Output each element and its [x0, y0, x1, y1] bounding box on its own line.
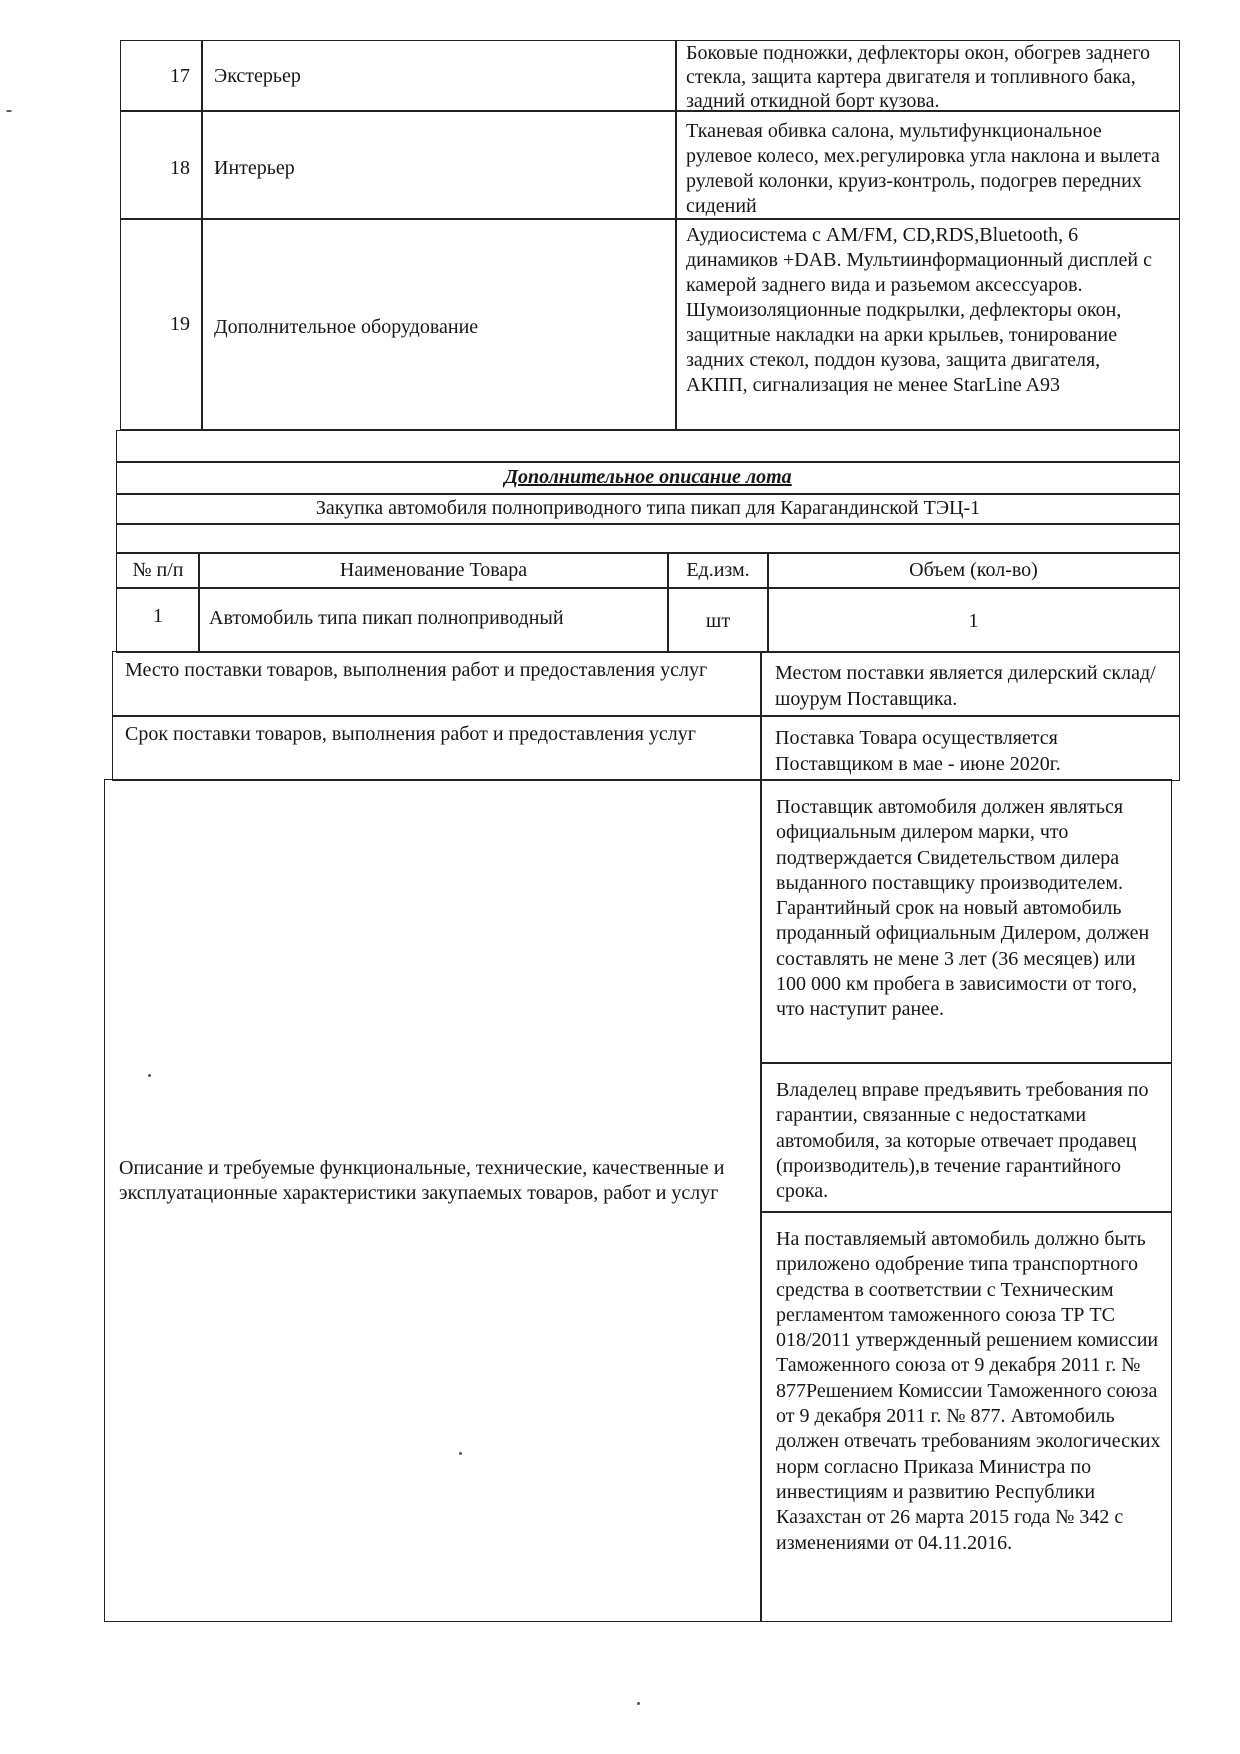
- feature-description-cell: [675, 40, 1180, 112]
- scan-speck: [148, 1074, 151, 1077]
- goods-qty: 1: [968, 610, 979, 632]
- spec-value-cell: [760, 1211, 1172, 1622]
- place-label: Место поставки товаров, выполнения работ и предоставления услуг: [125, 659, 708, 681]
- col-header-number: № п/п: [132, 559, 184, 581]
- col-header-qty: Объем (кол-во): [909, 559, 1038, 581]
- feature-name-cell: [201, 110, 677, 220]
- feature-description: Аудиосистема с AM/FM, CD,RDS,Bluetooth, 6 динамиков +DAB. Мультиинформационный дисплей с камерой заднего вида и разьемом аксессуаров. Шумоизоляционные подкрылки, дефлекторы окон, защитные накладки на арки крыльев, тонирование задних стекол, поддон кузова, защита двигателя, АКПП, сигнализация не менее StarLine A93: [686, 224, 1152, 396]
- goods-header-cell: [667, 552, 769, 589]
- time-value: Поставка Товара осуществляется Поставщиком в мае - июне 2020г.: [775, 727, 1061, 775]
- feature-description-cell: [675, 110, 1180, 220]
- col-header-unit: Ед.изм.: [686, 559, 750, 581]
- feature-row: [120, 40, 203, 112]
- feature-description: Тканевая обивка салона, мультифункциональное рулевое колесо, мех.регулировка угла наклона и вылета рулевой колонки, круиз-контроль, подогрев передних сидений: [686, 120, 1160, 217]
- feature-description-cell: [675, 218, 1180, 430]
- row-number: 19: [170, 313, 190, 335]
- goods-header-cell: [116, 552, 200, 589]
- goods-header-cell: [198, 552, 669, 589]
- scan-speck: [6, 110, 12, 112]
- feature-name: Дополнительное оборудование: [214, 316, 479, 338]
- scan-speck: [459, 1452, 462, 1455]
- spec-value: На поставляемый автомобиль должно быть приложено одобрение типа транспортного средства в соответствии с Техническим регламентом таможенного союза ТР ТС 018/2011 утвержденный решением комиссии Таможенного союза от 9 декабря 2011 г. № 877Решением Комиссии Таможенного союза от 9 декабря 2011 г. № 877. Автомобиль должен отвечать требованиям экологических норм согласно Приказа Министра по инвестициям и развитию Республики Казахстан от 26 марта 2015 года № 342 с изменениями от 04.11.2016.: [776, 1228, 1161, 1554]
- spec-value-cell: [760, 779, 1172, 1064]
- feature-name: Интерьер: [214, 157, 295, 179]
- spec-value: Поставщик автомобиля должен являться официальным дилером марки, что подтверждается Свидетельством дилера выданного поставщику производителем. Гарантийный срок на новый автомобиль проданный официальным Дилером, должен составлять не мене 3 лет (36 месяцев) или 100 000 км пробега в зависимости от того, что наступит ранее.: [776, 796, 1150, 1021]
- goods-cell: [767, 587, 1180, 653]
- lot-subtitle-row: [116, 493, 1180, 525]
- feature-row: [120, 110, 203, 220]
- blank-row: [116, 523, 1180, 554]
- goods-cell: [667, 587, 769, 653]
- spec-value-cell: [760, 1062, 1172, 1213]
- spec-label-cell: [104, 779, 762, 1622]
- row-number: 17: [170, 65, 190, 87]
- time-value-cell: [760, 715, 1180, 781]
- place-value-cell: [760, 651, 1180, 717]
- feature-name-cell: [201, 40, 677, 112]
- blank-row: [116, 430, 1180, 463]
- goods-cell: [198, 587, 669, 653]
- lot-title-row: [116, 461, 1180, 495]
- place-label-cell: [112, 651, 762, 717]
- feature-name-cell: [201, 218, 677, 430]
- goods-unit: шт: [705, 610, 731, 632]
- time-label-cell: [112, 715, 762, 781]
- goods-cell: [116, 587, 200, 653]
- feature-description: Боковые подножки, дефлекторы окон, обогрев заднего стекла, защита картера двигателя и топливного бака, задний откидной борт кузова.: [686, 42, 1151, 112]
- goods-header-cell: [767, 552, 1180, 589]
- row-number: 18: [170, 157, 190, 179]
- feature-name: Экстерьер: [214, 65, 301, 87]
- goods-item-name: Автомобиль типа пикап полноприводный: [209, 607, 564, 629]
- spec-label: Описание и требуемые функциональные, технические, качественные и эксплуатационные характеристики закупаемых товаров, работ и услуг: [119, 1157, 725, 1204]
- goods-row-number: 1: [153, 605, 163, 627]
- place-value: Местом поставки является дилерский склад/шоурум Поставщика.: [775, 662, 1156, 710]
- spec-value: Владелец вправе предъявить требования по гарантии, связанные с недостатками автомобиля, за которые отвечает продавец (производитель),в течение гарантийного срока.: [776, 1079, 1149, 1203]
- time-label: Срок поставки товаров, выполнения работ и предоставления услуг: [125, 723, 696, 745]
- lot-title: Дополнительное описание лота: [504, 466, 792, 488]
- feature-row: [120, 218, 203, 430]
- scan-speck: [637, 1702, 640, 1705]
- lot-subtitle: Закупка автомобиля полноприводного типа пикап для Карагандинской ТЭЦ-1: [315, 497, 981, 519]
- col-header-name: Наименование Товара: [339, 559, 528, 581]
